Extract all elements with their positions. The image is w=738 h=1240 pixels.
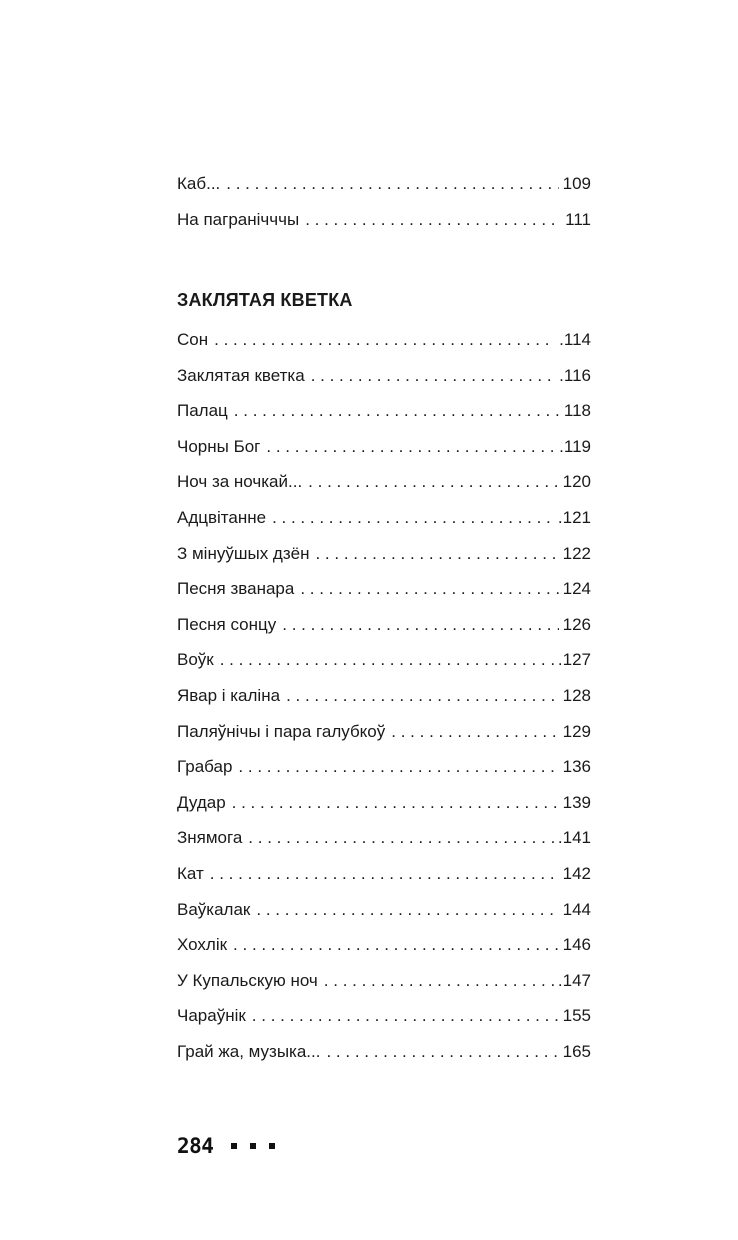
toc-entry-title: Заклятая кветка [177, 365, 305, 385]
toc-entry-page: 128 [562, 685, 591, 705]
toc-entry [177, 828, 591, 864]
toc-entry [177, 508, 591, 544]
toc-entry [177, 757, 591, 793]
toc-leader-dots [210, 864, 559, 884]
toc-entry [177, 1006, 591, 1042]
toc-entry-title: Песня сонцу [177, 614, 277, 634]
toc-entry-title: Ноч за ночкай... [177, 472, 303, 492]
toc-entry-title: Знямога [177, 828, 243, 848]
toc-entry [177, 793, 591, 829]
toc-leader-dots [286, 686, 559, 706]
toc-leader-dots [326, 1042, 558, 1062]
toc-leader-dots [234, 401, 560, 421]
toc-leader-dots [305, 210, 561, 230]
toc-top-block [177, 174, 591, 245]
toc-entry-page: 142 [562, 863, 591, 883]
square-bullet-icon [231, 1143, 237, 1149]
toc-entry-page: .147 [557, 970, 591, 990]
toc-entry-title: Грабар [177, 757, 233, 777]
toc-entry-page: 124 [562, 579, 591, 599]
toc-entry-title: Палац [177, 401, 228, 421]
toc-leader-dots [256, 900, 558, 920]
toc-entry [177, 722, 591, 758]
toc-entry-page: 144 [562, 899, 591, 919]
toc-entry [177, 330, 591, 366]
toc-leader-dots [391, 722, 558, 742]
toc-entry [177, 615, 591, 651]
toc-entry-title: Явар і каліна [177, 685, 281, 705]
toc-entry-page: 136 [562, 757, 591, 777]
toc-leader-dots [248, 828, 554, 848]
toc-entry [177, 472, 591, 508]
toc-entry-page: 146 [562, 935, 591, 955]
toc-leader-dots [300, 579, 558, 599]
toc-entry-page: 118 [563, 401, 591, 421]
toc-entry-page: .119 [559, 436, 591, 456]
toc-entry-title: На пагранічччы [177, 209, 300, 229]
toc-section-block [177, 330, 591, 1077]
toc-leader-dots [214, 330, 555, 350]
toc-entry [177, 210, 591, 246]
toc-leader-dots [232, 793, 559, 813]
toc-leader-dots [266, 437, 555, 457]
toc-entry [177, 935, 591, 971]
toc-entry-title: Чорны Бог [177, 436, 261, 456]
toc-entry-title: Кат [177, 863, 204, 883]
toc-entry [177, 401, 591, 437]
toc-leader-dots [308, 472, 558, 492]
toc-leader-dots [238, 757, 558, 777]
toc-entry-title: Грай жа, музыка... [177, 1041, 321, 1061]
toc-entry [177, 1042, 591, 1078]
toc-entry [177, 366, 591, 402]
toc-entry-page: 120 [562, 472, 591, 492]
toc-entry-title: Песня званара [177, 579, 295, 599]
toc-entry [177, 579, 591, 615]
toc-leader-dots [282, 615, 558, 635]
square-bullet-icon [250, 1143, 256, 1149]
toc-leader-dots [220, 650, 554, 670]
toc-entry-title: Адцвітанне [177, 507, 267, 527]
toc-entry-title: Ваўкалак [177, 899, 251, 919]
toc-entry-page: 139 [562, 792, 591, 812]
toc-leader-dots [311, 366, 555, 386]
footer-ornament [231, 1143, 275, 1149]
toc-entry-title: Дудар [177, 792, 226, 812]
toc-entry-title: У Купальскую ноч [177, 970, 318, 990]
toc-entry-title: Чараўнік [177, 1006, 246, 1026]
toc-entry-page: 126 [562, 614, 591, 634]
toc-entry-page: 111 [565, 209, 591, 229]
toc-entry-title: Каб... [177, 174, 221, 193]
square-bullet-icon [269, 1143, 275, 1149]
toc-entry [177, 971, 591, 1007]
toc-entry-page: .114 [559, 330, 591, 349]
toc-entry-page: 129 [562, 721, 591, 741]
section-heading: ЗАКЛЯТАЯ КВЕТКА [177, 290, 353, 310]
toc-entry-page: 109 [562, 174, 591, 193]
toc-entry-page: 165 [562, 1041, 591, 1061]
toc-entry-title: Паляўнічы і пара галубкоў [177, 721, 386, 741]
toc-entry-title: Сон [177, 330, 209, 349]
toc-entry [177, 686, 591, 722]
toc-entry-page: .116 [559, 365, 591, 385]
toc-entry-page: 122 [562, 543, 591, 563]
toc-leader-dots [252, 1006, 559, 1026]
page-footer [177, 1134, 275, 1158]
toc-entry [177, 650, 591, 686]
toc-leader-dots [226, 174, 558, 194]
toc-entry-page: 155 [562, 1006, 591, 1026]
toc-entry-title: Хохлік [177, 935, 228, 955]
toc-entry-page: .121 [557, 507, 591, 527]
toc-entry-page: .141 [557, 828, 591, 848]
toc-leader-dots [315, 544, 558, 564]
toc-entry-page: .127 [557, 650, 591, 670]
toc-entry [177, 544, 591, 580]
toc-entry [177, 864, 591, 900]
page-number: 284 [177, 1134, 214, 1158]
toc-entry-title: Воўк [177, 650, 214, 670]
toc-entry [177, 437, 591, 473]
toc-entry [177, 174, 591, 210]
toc-leader-dots [233, 935, 559, 955]
toc-leader-dots [272, 508, 554, 528]
toc-leader-dots [324, 971, 554, 991]
toc-entry [177, 900, 591, 936]
toc-entry-title: З мінуўшых дзён [177, 543, 310, 563]
